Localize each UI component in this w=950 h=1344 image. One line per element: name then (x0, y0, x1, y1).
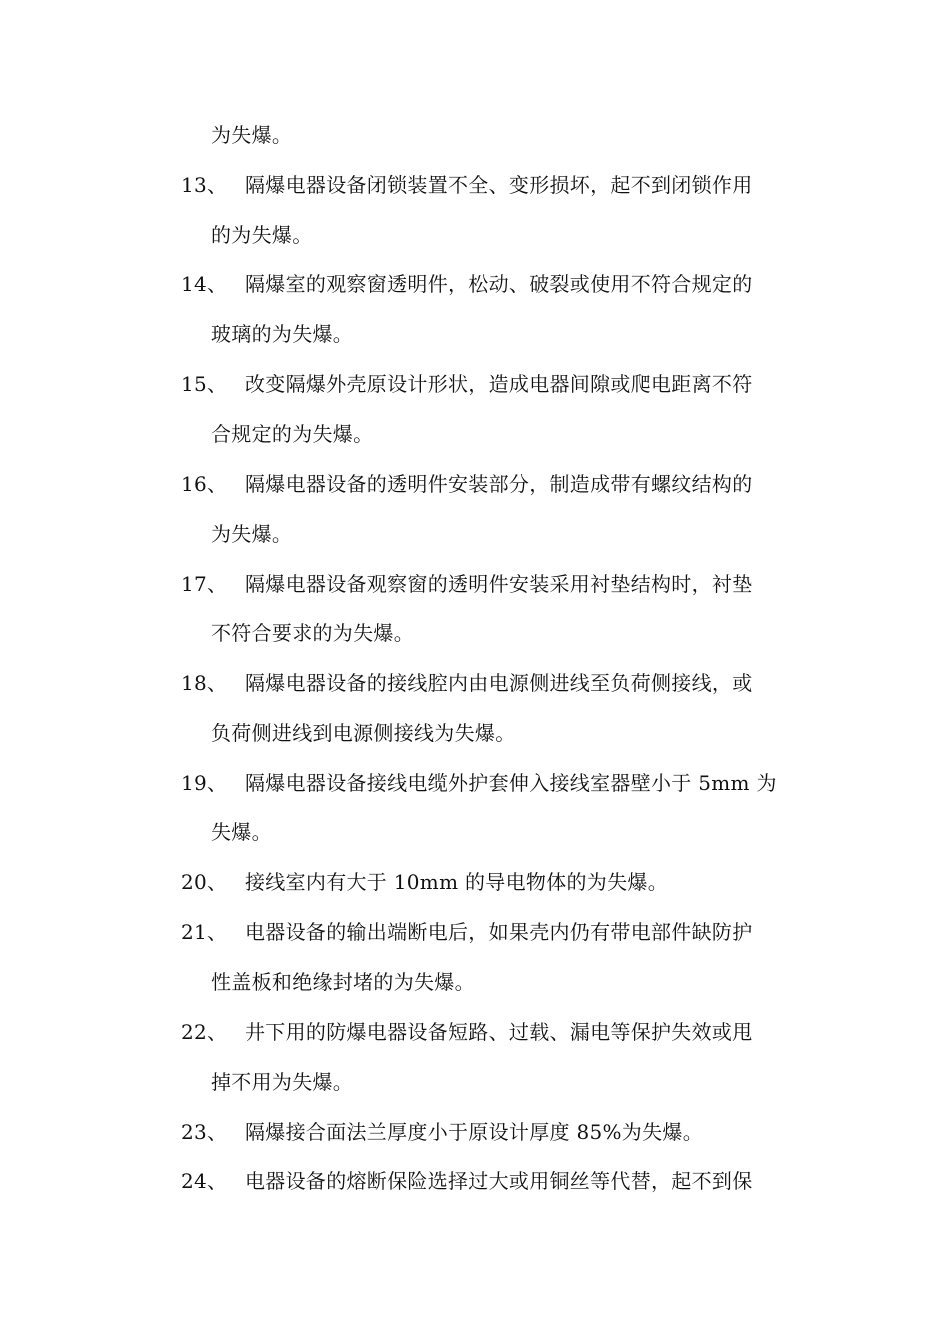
item-number: 22、 (181, 1020, 228, 1044)
item-number: 20、 (181, 870, 228, 894)
item-text: 负荷侧进线到电源侧接线为失爆。 (211, 721, 516, 745)
item-text: 电器设备的熔断保险选择过大或用铜丝等代替，起不到保 (245, 1169, 753, 1193)
item-text: 隔爆接合面法兰厚度小于原设计厚度 85%为失爆。 (245, 1120, 704, 1144)
item-text: 隔爆电器设备接线电缆外护套伸入接线室器壁小于 5mm 为 (245, 771, 777, 795)
item-number: 23、 (181, 1120, 228, 1144)
item-number: 18、 (181, 671, 228, 695)
item-text: 隔爆电器设备闭锁装置不全、变形损坏，起不到闭锁作用 (245, 173, 753, 197)
item-text: 电器设备的输出端断电后，如果壳内仍有带电部件缺防护 (245, 920, 753, 944)
item-text: 隔爆电器设备的接线腔内由电源侧进线至负荷侧接线，或 (245, 671, 753, 695)
item-number: 24、 (181, 1169, 228, 1193)
item-text: 不符合要求的为失爆。 (211, 621, 414, 645)
item-text: 为失爆。 (211, 522, 293, 546)
item-text: 性盖板和绝缘封堵的为失爆。 (211, 970, 475, 994)
item-number: 21、 (181, 920, 228, 944)
item-text: 掉不用为失爆。 (211, 1070, 354, 1094)
item-text: 井下用的防爆电器设备短路、过载、漏电等保护失效或甩 (245, 1020, 753, 1044)
item-text: 玻璃的为失爆。 (211, 322, 354, 346)
item-number: 17、 (181, 572, 228, 596)
item-text: 隔爆电器设备观察窗的透明件安装采用衬垫结构时，衬垫 (245, 572, 753, 596)
item-text: 合规定的为失爆。 (211, 422, 374, 446)
item-number: 19、 (181, 771, 228, 795)
item-number: 14、 (181, 272, 228, 296)
item-number: 13、 (181, 173, 228, 197)
item-text: 失爆。 (211, 820, 272, 844)
item-text: 改变隔爆外壳原设计形状，造成电器间隙或爬电距离不符 (245, 372, 753, 396)
item-text: 接线室内有大于 10mm 的导电物体的为失爆。 (245, 870, 668, 894)
item-text: 的为失爆。 (211, 223, 313, 247)
item-text: 隔爆电器设备的透明件安装部分，制造成带有螺纹结构的 (245, 472, 753, 496)
item-number: 16、 (181, 472, 228, 496)
item-number: 15、 (181, 372, 228, 396)
item-text: 为失爆。 (211, 123, 293, 147)
item-text: 隔爆室的观察窗透明件，松动、破裂或使用不符合规定的 (245, 272, 753, 296)
